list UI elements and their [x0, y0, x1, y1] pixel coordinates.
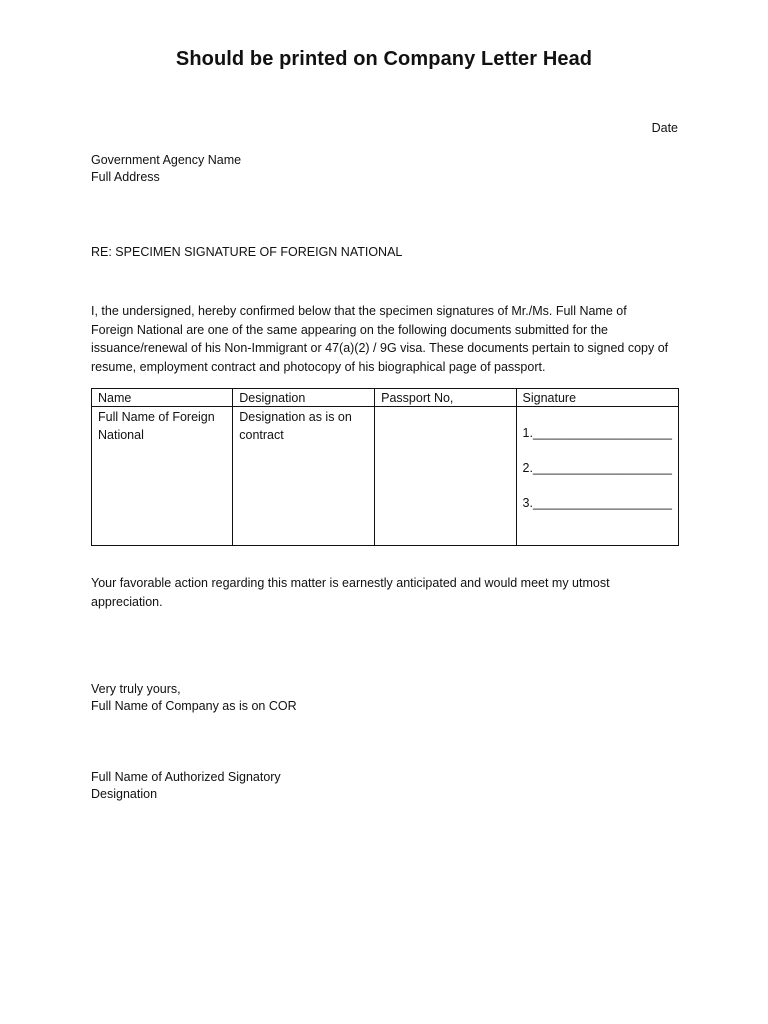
body-line: issuance/renewal of his Non-Immigrant or 47(a)(2) / 9G visa. These documents pertain to signed copy of	[91, 341, 669, 356]
signature-line-1: 1.____________________	[522, 426, 672, 440]
table-row	[92, 407, 679, 546]
body-line: Foreign National are one of the same appearing on the following documents submitted for the	[91, 322, 608, 337]
date-label: Date	[651, 121, 678, 135]
header-name: Name	[92, 389, 233, 407]
cell-passport	[375, 407, 516, 546]
cell-designation-line: contract	[239, 428, 284, 442]
cell-designation	[233, 407, 375, 546]
recipient-address: Full Address	[91, 170, 160, 184]
body-line: resume, employment contract and photocopy of his biographical page of passport.	[91, 359, 546, 374]
cell-designation-line: Designation as is on	[239, 410, 352, 424]
body-line: I, the undersigned, hereby confirmed below that the specimen signatures of Mr./Ms. Full Name of	[91, 304, 627, 318]
company-name: Full Name of Company as is on COR	[91, 699, 297, 713]
body-paragraph	[91, 302, 691, 376]
table-header-row	[92, 389, 679, 407]
signature-line-2: 2.____________________	[522, 461, 672, 475]
header-signature: Signature	[516, 389, 678, 407]
signatory-name: Full Name of Authorized Signatory	[91, 770, 281, 784]
signatory-designation: Designation	[91, 787, 158, 801]
signature-line-3: 3.____________________	[522, 496, 672, 510]
cell-name-line: Full Name of Foreign	[98, 410, 215, 424]
valediction: Very truly yours,	[91, 682, 181, 696]
header-passport: Passport No,	[375, 389, 516, 407]
closing-paragraph	[91, 574, 691, 611]
subject-line: RE: SPECIMEN SIGNATURE OF FOREIGN NATIONAL	[91, 245, 403, 259]
letterhead-notice: Should be printed on Company Letter Head	[175, 48, 593, 70]
recipient-agency: Government Agency Name	[91, 153, 242, 167]
closing-line: Your favorable action regarding this matter is earnestly anticipated and would meet my utmost	[91, 576, 610, 590]
specimen-signature-table	[91, 388, 679, 546]
cell-name-line: National	[98, 428, 144, 442]
closing-line: appreciation.	[91, 594, 163, 609]
header-designation: Designation	[233, 389, 375, 407]
cell-signature	[516, 407, 678, 546]
cell-name	[92, 407, 233, 546]
